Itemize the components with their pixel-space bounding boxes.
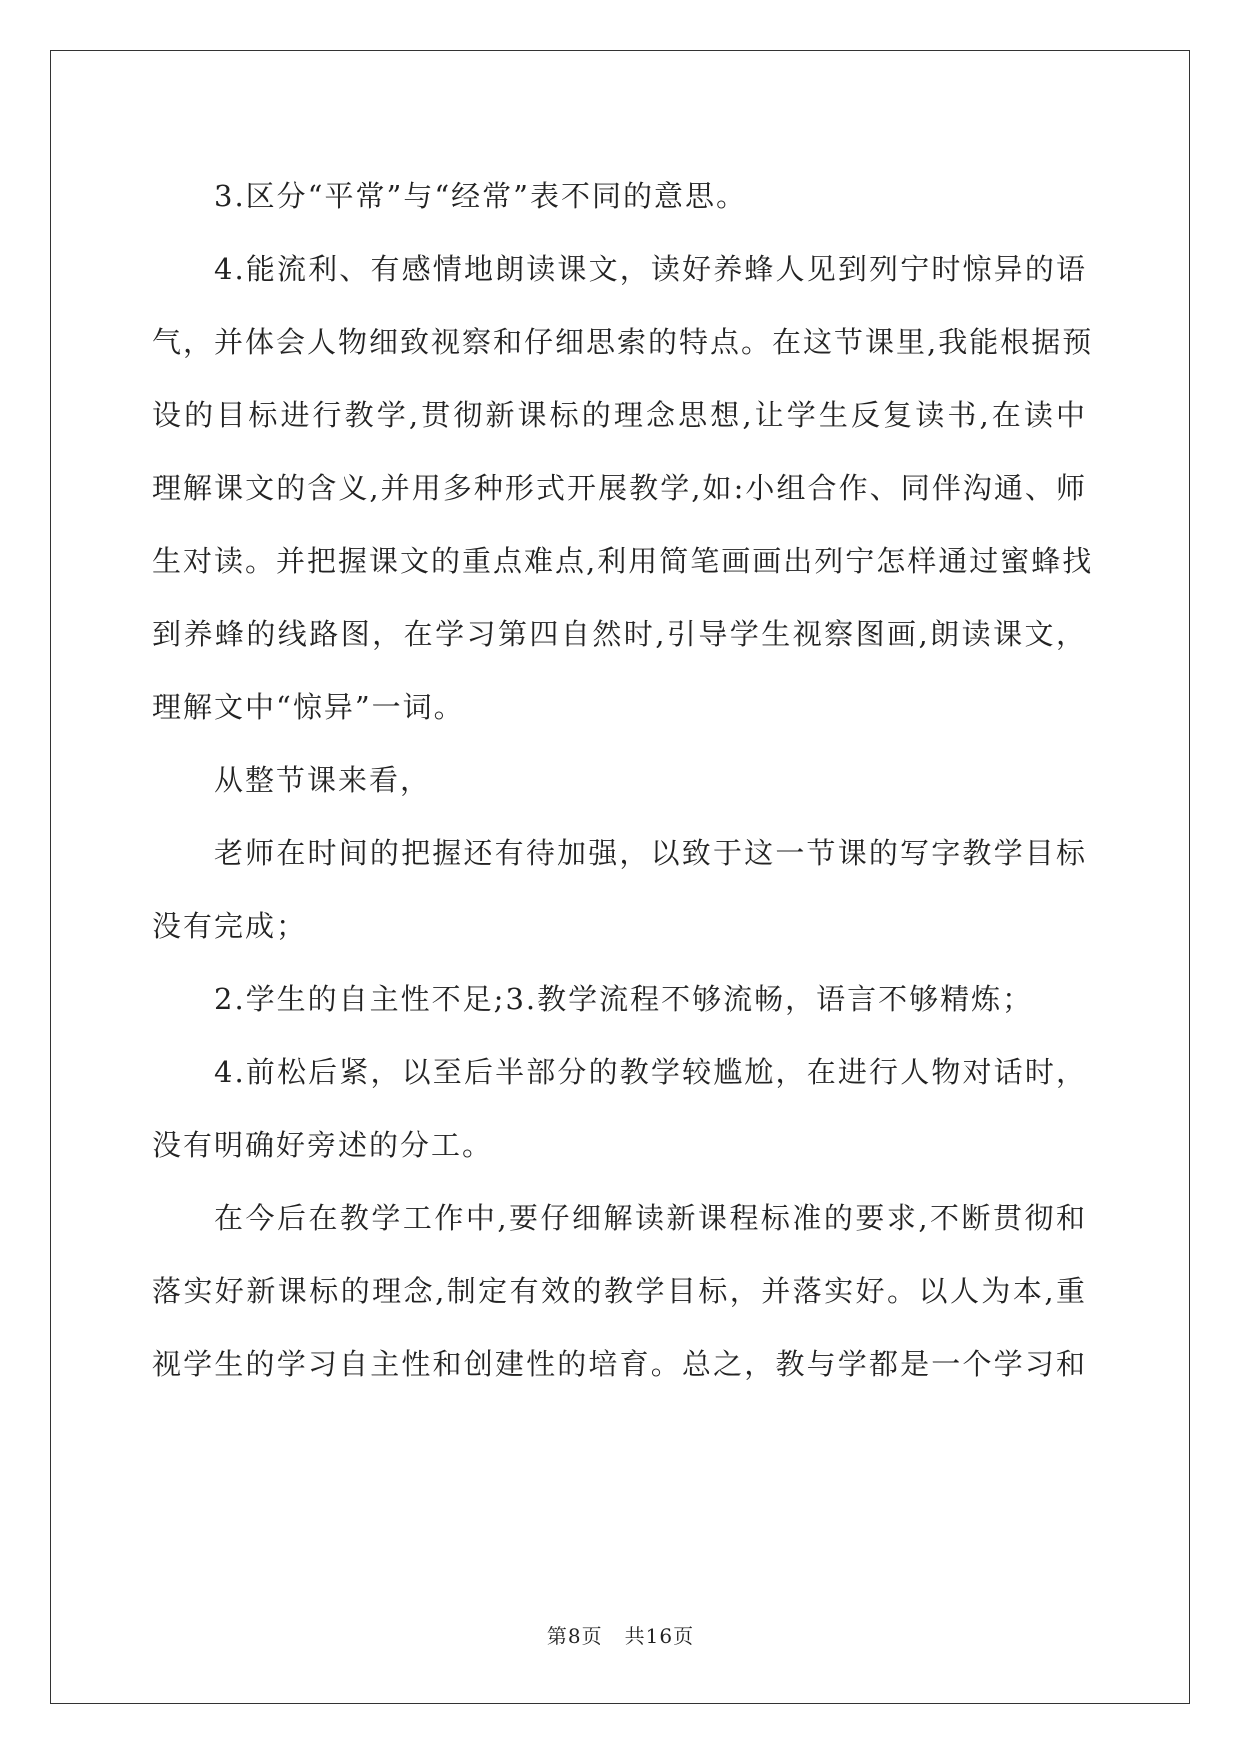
text-line: 落实好新课标的理念,制定有效的教学目标，并落实好。以人为本,重 — [152, 1274, 1087, 1308]
paragraph — [152, 1182, 1087, 1401]
text-line: 2.学生的自主性不足;3.教学流程不够流畅，语言不够精炼； — [214, 982, 1034, 1016]
paragraph — [152, 744, 1087, 817]
text-line: 4.能流利、有感情地朗读课文，读好养蜂人见到列宁时惊异的语 — [214, 252, 1087, 286]
document-body — [152, 160, 1094, 1401]
paragraph — [152, 1036, 1087, 1182]
text-line: 设的目标进行教学,贯彻新课标的理念思想,让学生反复读书,在读中 — [152, 398, 1087, 432]
paragraph — [152, 817, 1087, 963]
page-number-total: 共16页 — [624, 1624, 695, 1648]
text-line: 3.区分“平常”与“经常”表不同的意思。 — [214, 179, 747, 213]
paragraph — [152, 160, 1087, 233]
text-line: 没有完成； — [152, 909, 308, 943]
text-line: 气，并体会人物细致视察和仔细思索的特点。在这节课里,我能根据预 — [152, 325, 1094, 359]
text-line: 没有明确好旁述的分工。 — [152, 1128, 494, 1162]
text-line: 老师在时间的把握还有待加强，以致于这一节课的写字教学目标 — [214, 836, 1087, 870]
text-line: 从整节课来看， — [214, 763, 432, 797]
text-line: 视学生的学习自主性和创建性的培育。总之，教与学都是一个学习和 — [152, 1347, 1087, 1381]
text-line: 理解课文的含义,并用多种形式开展教学,如:小组合作、同伴沟通、师 — [152, 471, 1087, 505]
text-line: 生对读。并把握课文的重点难点,利用简笔画画出列宁怎样通过蜜蜂找 — [152, 544, 1094, 578]
paragraph — [152, 233, 1094, 744]
text-line: 到养蜂的线路图，在学习第四自然时,引导学生视察图画,朗读课文， — [152, 617, 1087, 651]
page-number-current: 第8页 — [546, 1624, 603, 1648]
text-line: 在今后在教学工作中,要仔细解读新课程标准的要求,不断贯彻和 — [214, 1201, 1087, 1235]
text-line: 理解文中“惊异”一词。 — [152, 690, 465, 724]
page-footer — [0, 1620, 1241, 1649]
text-line: 4.前松后紧，以至后半部分的教学较尴尬，在进行人物对话时， — [214, 1055, 1087, 1089]
paragraph — [152, 963, 1087, 1036]
